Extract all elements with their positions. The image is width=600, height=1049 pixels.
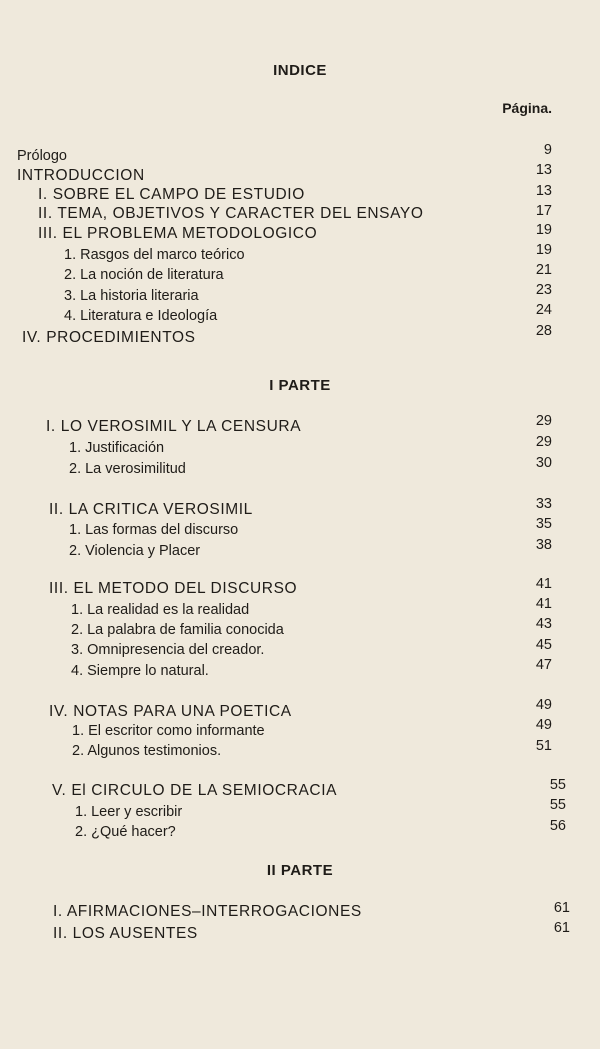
toc-page: 35	[535, 516, 552, 532]
toc-subentry: 1. Las formas del discurso	[69, 522, 239, 538]
toc-page: 28	[535, 323, 552, 339]
toc-chapter: V. El CIRCULO DE LA SEMIOCRACIA	[52, 782, 338, 799]
toc-subentry: 2. ¿Qué hacer?	[75, 824, 176, 840]
toc-subentry: 4. Literatura e Ideología	[64, 308, 218, 324]
toc-chapter: I. LO VEROSIMIL Y LA CENSURA	[46, 418, 302, 435]
toc-page: 55	[549, 777, 566, 793]
toc-page: 29	[535, 413, 552, 429]
toc-subentry: 1. La realidad es la realidad	[71, 602, 250, 618]
toc-page: 45	[535, 637, 552, 653]
toc-page: 41	[535, 576, 552, 592]
toc-page: 33	[535, 496, 552, 512]
toc-page-prologo: 9	[543, 142, 552, 158]
toc-entry-prologo: Prólogo	[17, 148, 67, 164]
toc-page: 30	[535, 455, 552, 471]
toc-entry: IV. PROCEDIMIENTOS	[22, 329, 196, 346]
toc-chapter: I. AFIRMACIONES–INTERROGACIONES	[53, 903, 362, 920]
toc-page: 51	[535, 738, 552, 754]
toc-chapter: III. EL METODO DEL DISCURSO	[49, 580, 298, 597]
toc-page: 43	[535, 616, 552, 632]
toc-entry-introduccion: INTRODUCCION	[17, 167, 145, 184]
toc-page: 61	[553, 920, 570, 936]
toc-page: 47	[535, 657, 552, 673]
toc-chapter: IV. NOTAS PARA UNA POETICA	[49, 703, 292, 720]
toc-page: 13	[535, 183, 552, 199]
index-title: INDICE	[273, 62, 327, 79]
toc-subentry: 1. Justificación	[69, 440, 165, 456]
toc-subentry: 1. Rasgos del marco teórico	[64, 247, 245, 263]
toc-subentry: 1. El escritor como informante	[72, 723, 265, 739]
toc-subentry: 1. Leer y escribir	[75, 804, 183, 820]
toc-page: 55	[549, 797, 566, 813]
toc-chapter: II. LA CRITICA VEROSIMIL	[49, 501, 253, 518]
toc-entry: III. EL PROBLEMA METODOLOGICO	[38, 225, 318, 242]
toc-subentry: 2. La palabra de familia conocida	[71, 622, 284, 638]
toc-page: 19	[535, 242, 552, 258]
toc-page: 17	[535, 203, 552, 219]
toc-entry: I. SOBRE EL CAMPO DE ESTUDIO	[38, 186, 305, 203]
part-two-title: II PARTE	[266, 862, 334, 879]
toc-page: 56	[549, 818, 566, 834]
toc-subentry: 2. La noción de literatura	[64, 267, 224, 283]
toc-page: 41	[535, 596, 552, 612]
toc-subentry: 4. Siempre lo natural.	[71, 663, 209, 679]
toc-subentry: 2. La verosimilitud	[69, 461, 186, 477]
toc-page: 23	[535, 282, 552, 298]
toc-page: 38	[535, 537, 552, 553]
part-one-title: I PARTE	[269, 377, 331, 394]
toc-page: 19	[535, 222, 552, 238]
toc-subentry: 3. Omnipresencia del creador.	[71, 642, 265, 658]
toc-entry: II. TEMA, OBJETIVOS Y CARACTER DEL ENSAYO	[38, 205, 424, 222]
page-column-header: Página.	[502, 100, 552, 116]
toc-page: 61	[553, 900, 570, 916]
toc-subentry: 2. Violencia y Placer	[69, 543, 201, 559]
toc-page: 24	[535, 302, 552, 318]
toc-subentry: 2. Algunos testimonios.	[72, 743, 222, 759]
toc-chapter: II. LOS AUSENTES	[53, 925, 198, 942]
toc-page-introduccion: 13	[535, 162, 552, 178]
toc-page: 29	[535, 434, 552, 450]
toc-page: 21	[535, 262, 552, 278]
toc-page: 49	[535, 697, 552, 713]
toc-page: 49	[535, 717, 552, 733]
toc-subentry: 3. La historia literaria	[64, 288, 199, 304]
